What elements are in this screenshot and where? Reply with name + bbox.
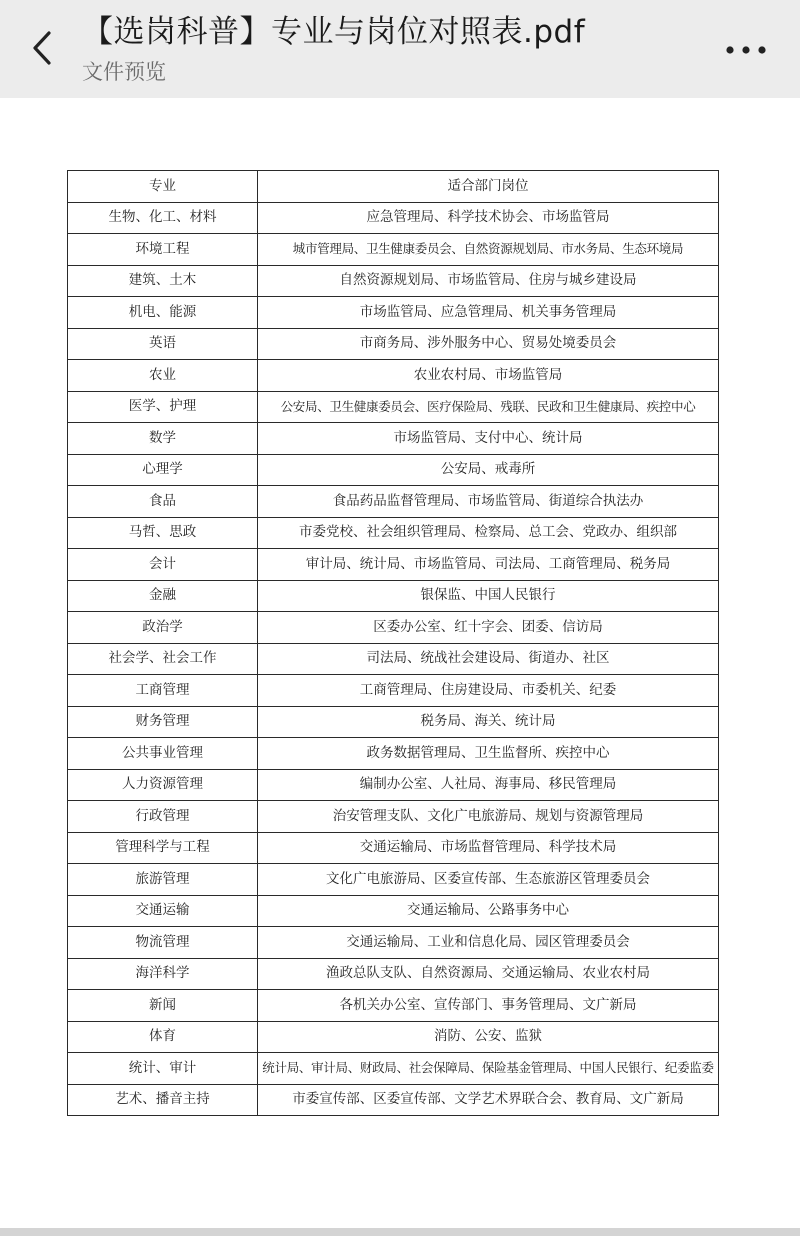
table-row bbox=[68, 612, 719, 644]
table-row bbox=[68, 1084, 719, 1116]
table-row bbox=[68, 769, 719, 801]
major-cell: 行政管理 bbox=[68, 801, 258, 833]
departments-cell: 市委宣传部、区委宣传部、文学艺术界联合会、教育局、文广新局 bbox=[258, 1084, 719, 1116]
table-row bbox=[68, 958, 719, 990]
departments-cell: 农业农村局、市场监管局 bbox=[258, 360, 719, 392]
back-button[interactable] bbox=[22, 26, 62, 70]
table-row bbox=[68, 1053, 719, 1085]
departments-cell: 司法局、统战社会建设局、街道办、社区 bbox=[258, 643, 719, 675]
departments-cell: 文化广电旅游局、区委宣传部、生态旅游区管理委员会 bbox=[258, 864, 719, 896]
major-cell: 医学、护理 bbox=[68, 391, 258, 423]
table-header-row bbox=[68, 171, 719, 203]
departments-cell: 消防、公安、监狱 bbox=[258, 1021, 719, 1053]
table-row bbox=[68, 832, 719, 864]
departments-cell: 公安局、卫生健康委员会、医疗保险局、残联、民政和卫生健康局、疾控中心 bbox=[258, 391, 719, 423]
major-cell: 管理科学与工程 bbox=[68, 832, 258, 864]
table-row bbox=[68, 454, 719, 486]
table-row bbox=[68, 738, 719, 770]
major-position-table bbox=[67, 170, 719, 1116]
departments-cell: 编制办公室、人社局、海事局、移民管理局 bbox=[258, 769, 719, 801]
pdf-preview-page[interactable] bbox=[0, 98, 800, 1228]
table-row bbox=[68, 990, 719, 1022]
more-options-button[interactable] bbox=[718, 30, 774, 70]
more-horizontal-icon bbox=[724, 44, 768, 56]
table-row bbox=[68, 895, 719, 927]
departments-cell: 交通运输局、工业和信息化局、园区管理委员会 bbox=[258, 927, 719, 959]
major-cell: 海洋科学 bbox=[68, 958, 258, 990]
major-cell: 生物、化工、材料 bbox=[68, 202, 258, 234]
major-cell: 英语 bbox=[68, 328, 258, 360]
departments-cell: 治安管理支队、文化广电旅游局、规划与资源管理局 bbox=[258, 801, 719, 833]
major-cell: 新闻 bbox=[68, 990, 258, 1022]
table-row bbox=[68, 234, 719, 266]
document-title: 【选岗科普】专业与岗位对照表.pdf bbox=[82, 14, 586, 50]
header-cell-departments: 适合部门岗位 bbox=[258, 171, 719, 203]
table-row bbox=[68, 580, 719, 612]
table-row bbox=[68, 391, 719, 423]
major-cell: 统计、审计 bbox=[68, 1053, 258, 1085]
table-row bbox=[68, 360, 719, 392]
departments-cell: 市场监管局、支付中心、统计局 bbox=[258, 423, 719, 455]
major-cell: 公共事业管理 bbox=[68, 738, 258, 770]
departments-cell: 审计局、统计局、市场监管局、司法局、工商管理局、税务局 bbox=[258, 549, 719, 581]
departments-cell: 税务局、海关、统计局 bbox=[258, 706, 719, 738]
major-cell: 体育 bbox=[68, 1021, 258, 1053]
table-row bbox=[68, 265, 719, 297]
table-row bbox=[68, 202, 719, 234]
departments-cell: 交通运输局、市场监督管理局、科学技术局 bbox=[258, 832, 719, 864]
departments-cell: 政务数据管理局、卫生监督所、疾控中心 bbox=[258, 738, 719, 770]
major-cell: 政治学 bbox=[68, 612, 258, 644]
major-cell: 农业 bbox=[68, 360, 258, 392]
major-cell: 财务管理 bbox=[68, 706, 258, 738]
departments-cell: 城市管理局、卫生健康委员会、自然资源规划局、市水务局、生态环境局 bbox=[258, 234, 719, 266]
table-row bbox=[68, 706, 719, 738]
major-cell: 数学 bbox=[68, 423, 258, 455]
major-cell: 机电、能源 bbox=[68, 297, 258, 329]
major-cell: 环境工程 bbox=[68, 234, 258, 266]
chevron-left-icon bbox=[31, 30, 53, 66]
major-cell: 人力资源管理 bbox=[68, 769, 258, 801]
major-cell: 金融 bbox=[68, 580, 258, 612]
major-cell: 社会学、社会工作 bbox=[68, 643, 258, 675]
table-row bbox=[68, 486, 719, 518]
departments-cell: 渔政总队支队、自然资源局、交通运输局、农业农村局 bbox=[258, 958, 719, 990]
table-row bbox=[68, 328, 719, 360]
table-row bbox=[68, 1021, 719, 1053]
departments-cell: 市委党校、社会组织管理局、检察局、总工会、党政办、组织部 bbox=[258, 517, 719, 549]
table-row bbox=[68, 801, 719, 833]
top-navigation-bar bbox=[0, 0, 800, 98]
departments-cell: 市场监管局、应急管理局、机关事务管理局 bbox=[258, 297, 719, 329]
header-cell-major: 专业 bbox=[68, 171, 258, 203]
major-cell: 交通运输 bbox=[68, 895, 258, 927]
table-row bbox=[68, 297, 719, 329]
table-row bbox=[68, 643, 719, 675]
departments-cell: 交通运输局、公路事务中心 bbox=[258, 895, 719, 927]
departments-cell: 银保监、中国人民银行 bbox=[258, 580, 719, 612]
major-cell: 艺术、播音主持 bbox=[68, 1084, 258, 1116]
major-cell: 工商管理 bbox=[68, 675, 258, 707]
departments-cell: 统计局、审计局、财政局、社会保障局、保险基金管理局、中国人民银行、纪委监委 bbox=[258, 1053, 719, 1085]
document-subtitle: 文件预览 bbox=[82, 60, 166, 84]
table-row bbox=[68, 549, 719, 581]
departments-cell: 食品药品监督管理局、市场监管局、街道综合执法办 bbox=[258, 486, 719, 518]
table-row bbox=[68, 864, 719, 896]
major-cell: 旅游管理 bbox=[68, 864, 258, 896]
major-cell: 会计 bbox=[68, 549, 258, 581]
table-row bbox=[68, 423, 719, 455]
table-body bbox=[68, 171, 719, 1116]
table-row bbox=[68, 517, 719, 549]
departments-cell: 市商务局、涉外服务中心、贸易处境委员会 bbox=[258, 328, 719, 360]
departments-cell: 自然资源规划局、市场监管局、住房与城乡建设局 bbox=[258, 265, 719, 297]
major-cell: 马哲、思政 bbox=[68, 517, 258, 549]
bottom-bar bbox=[0, 1228, 800, 1236]
major-cell: 物流管理 bbox=[68, 927, 258, 959]
departments-cell: 区委办公室、红十字会、团委、信访局 bbox=[258, 612, 719, 644]
table-row bbox=[68, 675, 719, 707]
table-row bbox=[68, 927, 719, 959]
departments-cell: 工商管理局、住房建设局、市委机关、纪委 bbox=[258, 675, 719, 707]
departments-cell: 各机关办公室、宣传部门、事务管理局、文广新局 bbox=[258, 990, 719, 1022]
major-cell: 建筑、土木 bbox=[68, 265, 258, 297]
major-cell: 食品 bbox=[68, 486, 258, 518]
departments-cell: 应急管理局、科学技术协会、市场监管局 bbox=[258, 202, 719, 234]
departments-cell: 公安局、戒毒所 bbox=[258, 454, 719, 486]
major-cell: 心理学 bbox=[68, 454, 258, 486]
